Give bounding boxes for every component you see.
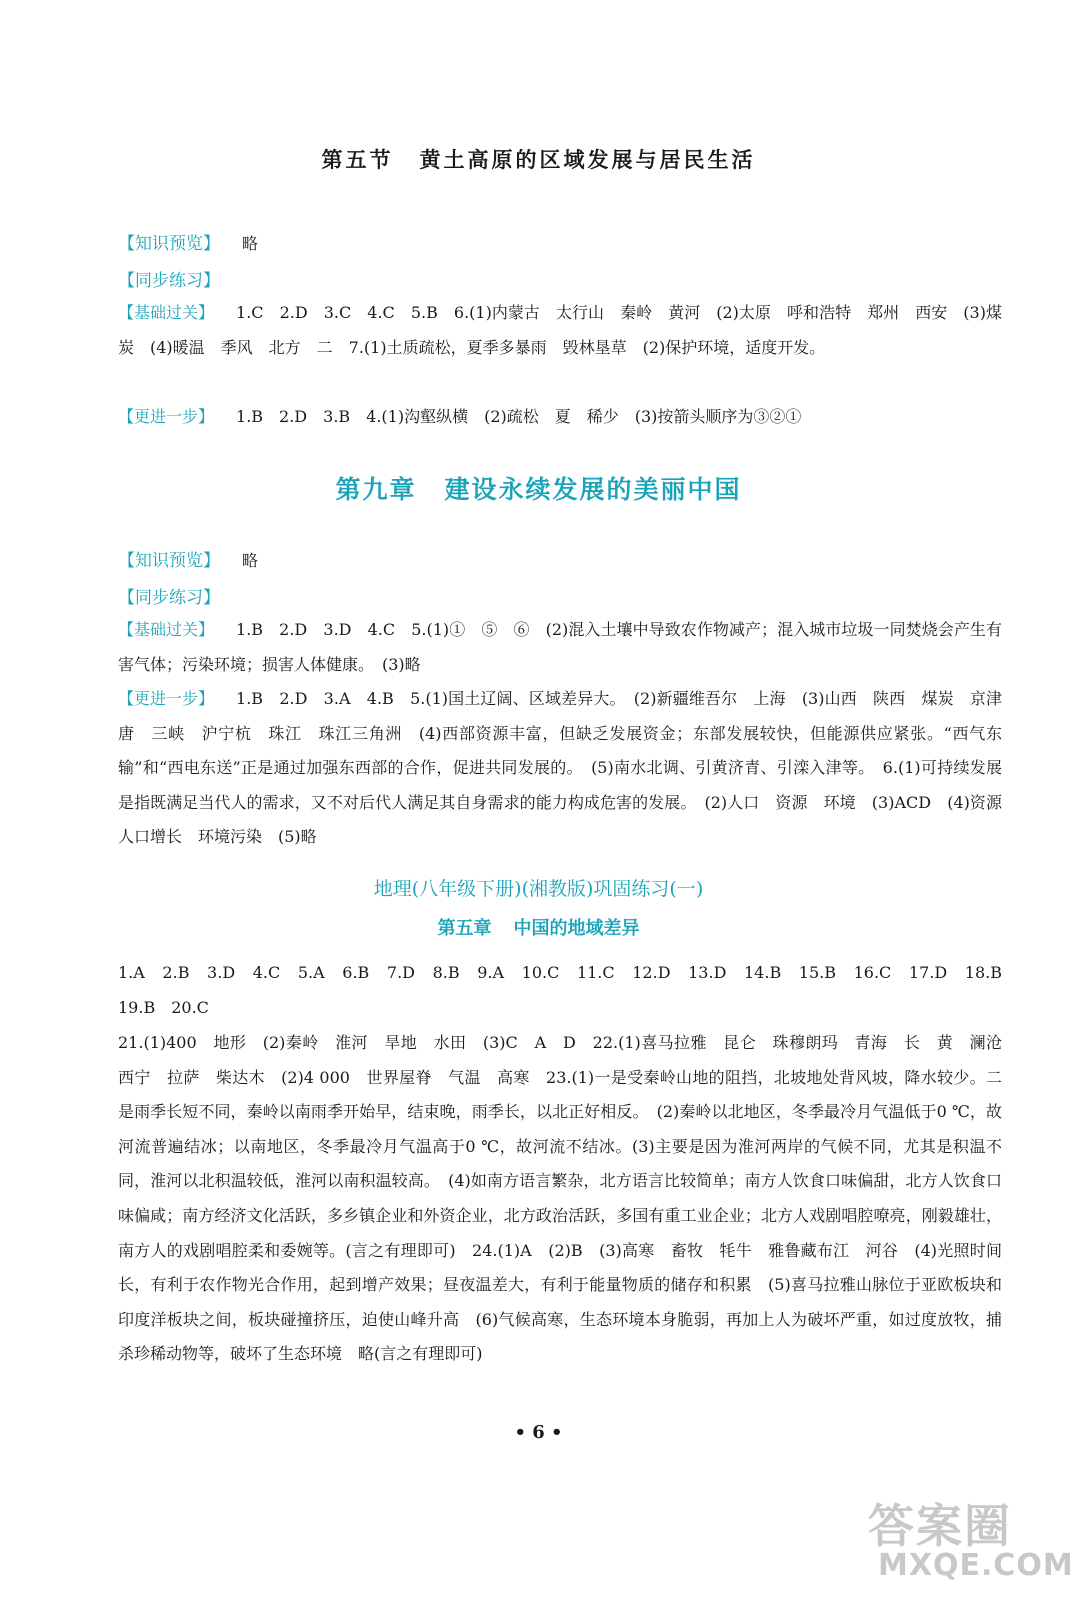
page-number: • 6 • — [514, 1422, 563, 1443]
watermark-text-big: 答案圈 — [868, 1499, 1012, 1553]
chapter-title-number: 第九章 — [335, 475, 417, 504]
review-title: 地理(八年级下册)(湘教版)巩固练习(一) — [373, 878, 704, 900]
review-chapter-title — [0, 914, 1077, 940]
preview-label: 【知识预览】 — [118, 551, 220, 571]
chapter9-preview — [118, 546, 258, 571]
section5-practice — [118, 266, 242, 291]
chapter-title-text: 建设永续发展的美丽中国 — [444, 475, 742, 504]
section-title-text: 黄土高原的区域发展与居民生活 — [419, 147, 756, 172]
section5-preview — [118, 229, 258, 254]
preview-text: 略 — [242, 234, 259, 253]
review-answers: 1.A 2.B 3.D 4.C 5.A 6.B 7.D 8.B 9.A 10.C 11.C 12.D 13.D 14.B 15.B 16.C 17.D 18.B 19.B 20.C — [118, 963, 1019, 1017]
basic-text: 1.C 2.D 3.C 4.C 5.B 6.(1)内蒙古 太行山 秦岭 黄河 (2)太原 呼和浩特 郑州 西安 (3)煤炭 (4)暖温 季风 北方 二 7.(1)土质疏松，夏季多暴雨 毁林垦草 (2)保护环境，适度开发。 — [118, 303, 1002, 357]
section-title — [0, 144, 1077, 174]
practice-label: 【同步练习】 — [118, 588, 220, 608]
watermark-text-small: MXQE.COM — [878, 1548, 1074, 1583]
practice-label: 【同步练习】 — [118, 271, 220, 291]
further-label: 【更进一步】 — [118, 689, 215, 708]
basic-label: 【基础过关】 — [118, 620, 215, 639]
review-chapter-text: 中国的地域差异 — [513, 918, 640, 939]
section5-further — [118, 400, 1002, 435]
basic-text: 1.B 2.D 3.D 4.C 5.(1)① ⑤ ⑥ (2)混入土壤中导致农作物减产；混入城市垃圾一同焚烧会产生有害气体；污染环境；损害人体健康。 (3)略 — [118, 620, 1002, 674]
chapter9-practice — [118, 583, 242, 608]
preview-label: 【知识预览】 — [118, 234, 220, 254]
chapter9-further — [118, 682, 1019, 855]
further-label: 【更进一步】 — [118, 407, 215, 426]
watermark-logo — [868, 1490, 1074, 1595]
further-text: 1.B 2.D 3.A 4.B 5.(1)国土辽阔、区域差异大。 (2)新疆维吾尔 上海 (3)山西 陕西 煤炭 京津唐 三峡 沪宁杭 珠江 珠江三角洲 (4)西部资源丰富，但缺乏发展资金；东部发展较快，但能源供应紧张。“西气东输”和“西电东送”正是通过加强东西部的合作，促进共同发展的。 (5)南水北调、引黄济青、引滦入津等。 6.(1)可持续发展是指既满足当代人的需求，又不对后代人满足其自身需求的能力构成危害的发展。 (2)人口 资源 环境 (3)ACD (4)资源 人口增长 环境污染 (5)略 — [118, 689, 1019, 847]
chapter9-basic — [118, 613, 1002, 682]
section5-basic — [118, 296, 1002, 365]
further-text: 1.B 2.D 3.B 4.(1)沟壑纵横 (2)疏松 夏 稀少 (3)按箭头顺序为③②① — [236, 407, 802, 426]
chapter-title — [0, 470, 1077, 506]
preview-text: 略 — [242, 551, 259, 570]
review-chapter-number: 第五章 — [437, 918, 492, 939]
basic-label: 【基础过关】 — [118, 303, 215, 322]
review-long-answers: 21.(1)400 地形 (2)秦岭 淮河 旱地 水田 (3)C A D 22.(1)喜马拉雅 昆仑 珠穆朗玛 青海 长 黄 澜沧 西宁 拉萨 柴达木 (2)4 000 世界屋脊 气温 高寒 23.(1)一是受秦岭山地的阻挡，北坡地处背风坡，降水较少。二是雨季长短不同，秦岭以南雨季开始早，结束晚，雨季长，以北正好相反。 (2)秦岭以北地区，冬季最冷月气温低于0 ℃，故河流普遍结冰；以南地区，冬季最冷月气温高于0 ℃，故河流不结冰。(3)主要是因为淮河两岸的气候不同，尤其是积温不同，淮河以北积温较低，淮河以南积温较高。 (4)如南方语言繁杂，北方语言比较简单；南方人饮食口味偏甜，北方人饮食口味偏咸；南方经济文化活跃，多乡镇企业和外资企业，北方政治活跃，多国有重工业企业；北方人戏剧唱腔嘹亮，刚毅雄壮，南方人的戏剧唱腔柔和委婉等。(言之有理即可) 24.(1)A (2)B (3)高寒 畜牧 牦牛 雅鲁藏布江 河谷 (4)光照时间长，有利于农作物光合作用，起到增产效果；昼夜温差大，有利于能量物质的储存和积累 (5)喜马拉雅山脉位于亚欧板块和印度洋板块之间，板块碰撞挤压，迫使山峰升高 (6)气候高寒，生态环境本身脆弱，再加上人为破坏严重，如过度放牧，捕杀珍稀动物等，破坏了生态环境 略(言之有理即可) — [118, 1033, 1019, 1364]
section-title-number: 第五节 — [321, 147, 394, 172]
